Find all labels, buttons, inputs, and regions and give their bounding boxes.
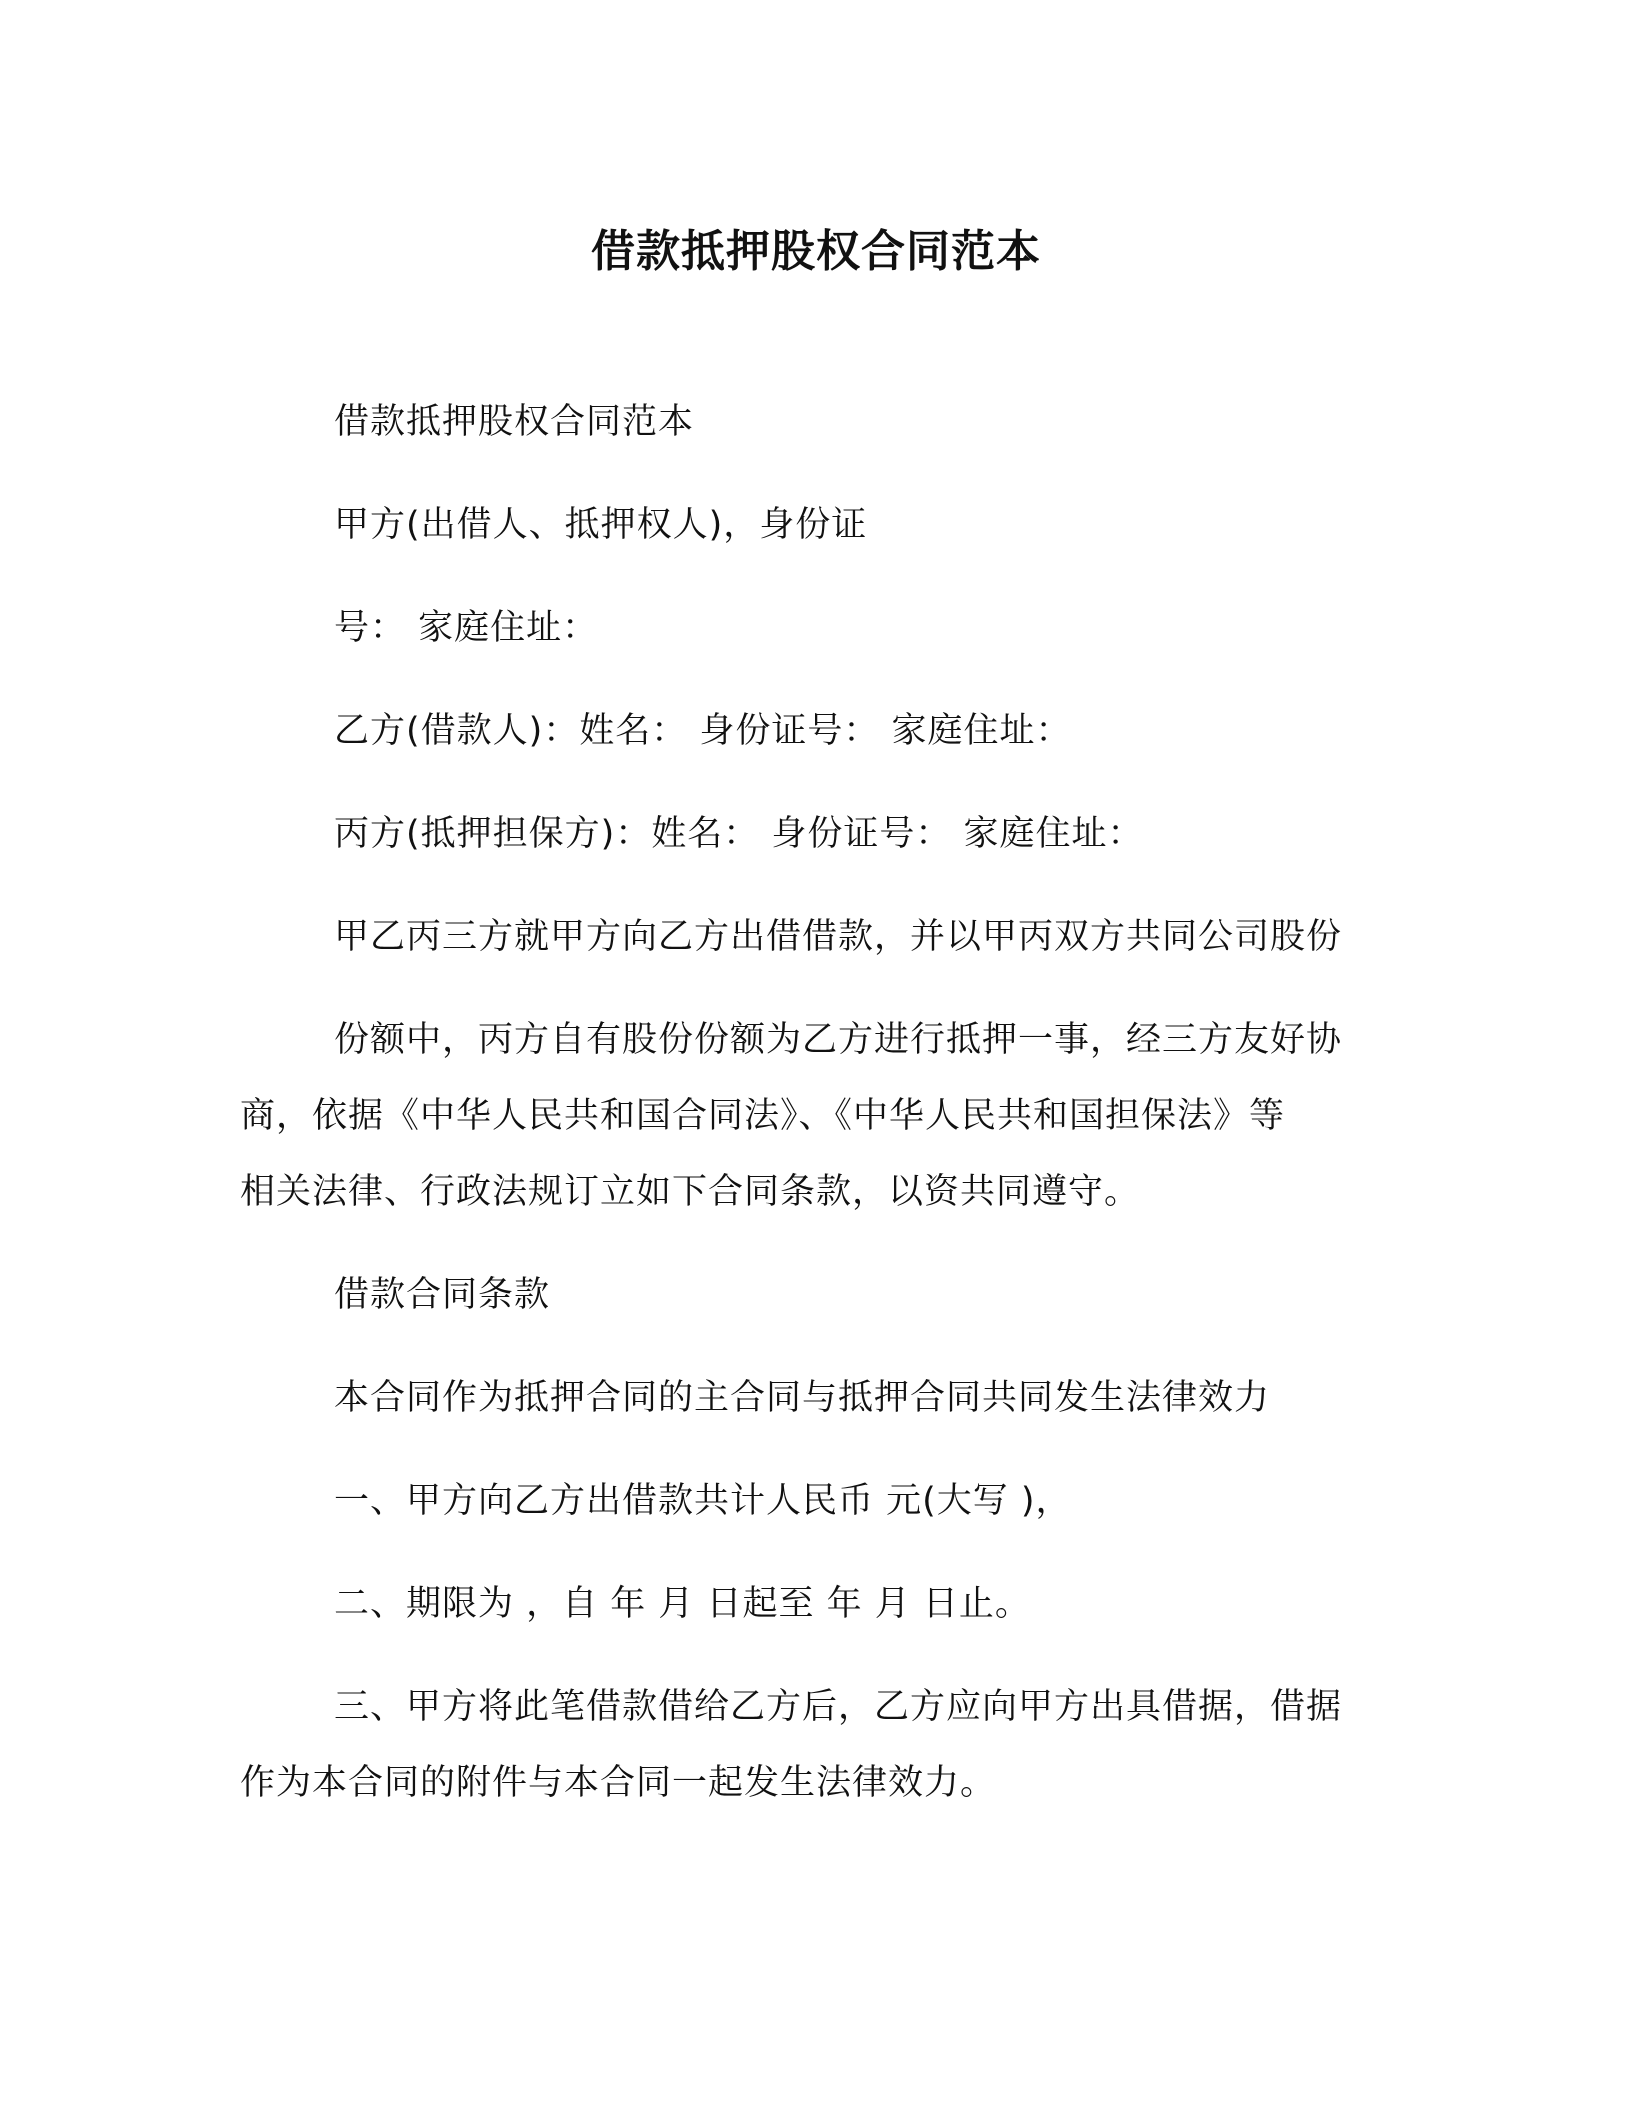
- clause-2-line: 二、期限为 ，自 年 月 日起至 年 月 日止。: [334, 1584, 1031, 1624]
- preamble-line-2: 份额中，丙方自有股份份额为乙方进行抵押一事，经三方友好协: [334, 1020, 1343, 1060]
- preamble-line-3: 商，依据《中华人民共和国合同法》、《中华人民共和国担保法》等: [240, 1096, 1286, 1136]
- party-b-line: 乙方(借款人)：姓名： 身份证号： 家庭住址：: [334, 711, 1072, 751]
- clause-1-line: 一、甲方向乙方出借款共计人民币 元(大写 )，: [334, 1481, 1072, 1521]
- party-c-line: 丙方(抵押担保方)：姓名： 身份证号： 家庭住址：: [334, 814, 1144, 854]
- clause-3-line-1: 三、甲方将此笔借款借给乙方后，乙方应向甲方出具借据，借据: [334, 1687, 1343, 1727]
- preamble-line-1: 甲乙丙三方就甲方向乙方出借借款，并以甲丙双方共同公司股份: [334, 917, 1343, 957]
- doc-heading-line: 借款抵押股权合同范本: [334, 402, 695, 442]
- section-heading: 借款合同条款: [334, 1275, 551, 1315]
- party-a-address-line: 号： 家庭住址：: [334, 608, 599, 648]
- preamble-line-4: 相关法律、行政法规订立如下合同条款，以资共同遵守。: [240, 1172, 1141, 1212]
- clause-intro-line: 本合同作为抵押合同的主合同与抵押合同共同发生法律效力: [334, 1378, 1271, 1418]
- document-title: 借款抵押股权合同范本: [591, 226, 1041, 277]
- clause-3-line-2: 作为本合同的附件与本合同一起发生法律效力。: [240, 1763, 997, 1803]
- party-a-line: 甲方(出借人、抵押权人)，身份证: [334, 505, 868, 545]
